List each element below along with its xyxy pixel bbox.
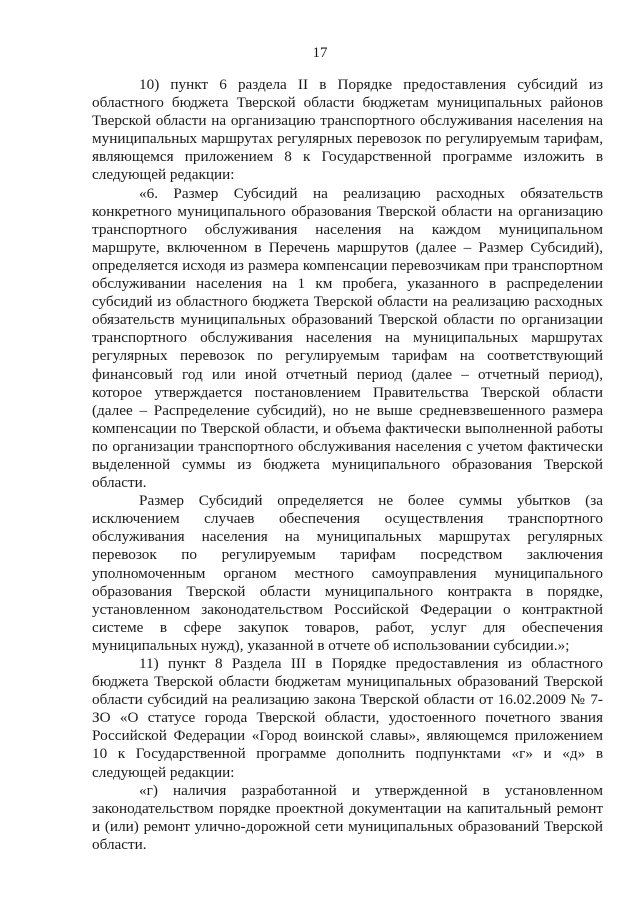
paragraph-item-10: 10) пункт 6 раздела II в Порядке предоставления субсидий из областного бюджета Тверской области бюджетам муниципальных районов Тверской области на организацию транспортного обслуживания населения на муниципальных маршрутах регулярных перевозок по регулируемым тарифам, являющемся приложением 8 к Государственной программе изложить в следующей редакции: [92,76,603,184]
page-number: 17 [312,45,328,61]
document-body [92,76,603,854]
paragraph-subitem-g: «г) наличия разработанной и утвержденной в установленном законодательством порядке проектной документации на капитальный ремонт и (или) ремонт улично-дорожной сети муниципальных образований Тверской области. [92,781,603,853]
paragraph-subsidy-size: Размер Субсидий определяется не более суммы убытков (за исключением случаев обеспечения осуществления транспортного обслуживания населения на муниципальных маршрутах регулярных перевозок по регулируемым тарифам посредством заключения уполномоченным органом местного самоуправления муниципального образования Тверской области муниципального контракта в порядке, установленном законодательством Российской Федерации о контрактной системе в сфере закупок товаров, работ, услуг для обеспечения муниципальных нужд), указанной в отчете об использовании субсидии.»; [92,492,603,654]
paragraph-quote-point-6: «6. Размер Субсидий на реализацию расходных обязательств конкретного муниципального образования Тверской области на организацию транспортного обслуживания населения на каждом муниципальном маршруте, включенном в Перечень маршрутов (далее – Размер Субсидий), определяется исходя из размера компенсации перевозчикам при транспортном обслуживании населения на 1 км пробега, указанного в распределении субсидий из областного бюджета Тверской области на реализацию расходных обязательств муниципальных образований Тверской области по организации транспортного обслуживания населения на муниципальных маршрутах регулярных перевозок по регулируемым тарифам на соответствующий финансовый год или иной отчетный период (далее – отчетный период), которое утверждается постановлением Правительства Тверской области (далее – Распределение субсидий), но не выше средневзвешенного размера компенсации по Тверской области, и объема фактически выполненной работы по организации транспортного обслуживания населения с учетом фактически выделенной суммы из бюджета муниципального образования Тверской области. [92,184,603,492]
paragraph-item-11: 11) пункт 8 Раздела III в Порядке предоставления из областного бюджета Тверской области бюджетам муниципальных образований Тверской области субсидий на реализацию закона Тверской области от 16.02.2009 № 7-ЗО «О статусе города Тверской области, удостоенного почетного звания Российской Федерации «Город воинской славы», являющемся приложением 10 к Государственной программе дополнить подпунктами «г» и «д» в следующей редакции: [92,655,603,781]
